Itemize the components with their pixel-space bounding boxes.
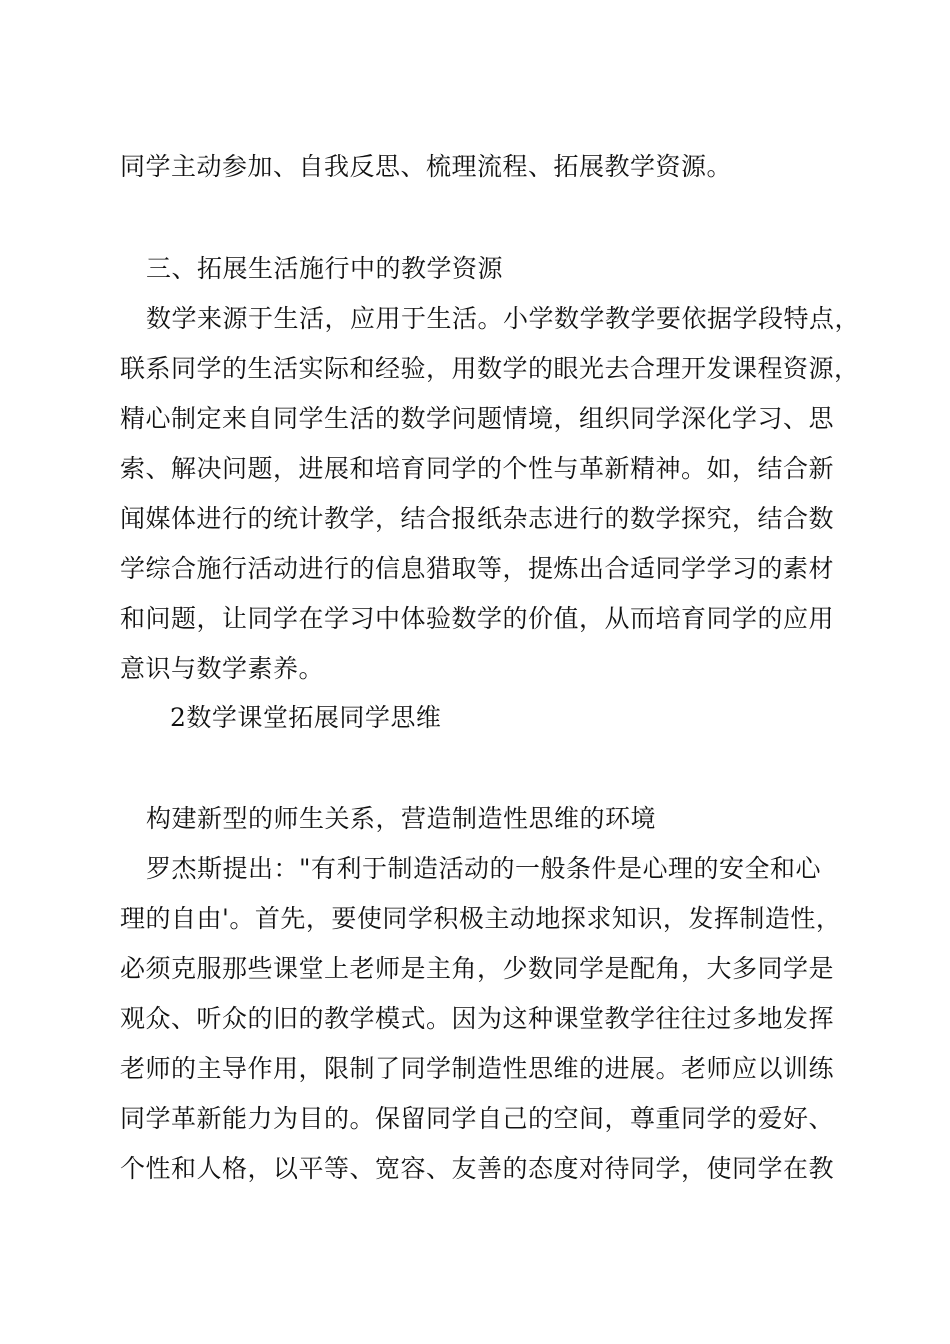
paragraph-line: 必须克服那些课堂上老师是主角，少数同学是配角，大多同学是 bbox=[120, 954, 835, 983]
paragraph-line: 罗杰斯提出："有利于制造活动的一般条件是心理的安全和心 bbox=[146, 854, 822, 883]
paragraph-line: 同学革新能力为目的。保留同学自己的空间，尊重同学的爱好、 bbox=[120, 1104, 835, 1133]
paragraph-line: 数学来源于生活，应用于生活。小学数学教学要依据学段特点， bbox=[146, 304, 861, 333]
paragraph-line: 闻媒体进行的统计教学，结合报纸杂志进行的数学探究，结合数 bbox=[120, 504, 835, 533]
section-heading: 三、拓展生活施行中的教学资源 bbox=[146, 254, 504, 283]
paragraph-line: 学综合施行活动进行的信息猎取等，提炼出合适同学学习的素材 bbox=[120, 554, 835, 583]
subsection-heading: 构建新型的师生关系，营造制造性思维的环境 bbox=[146, 804, 657, 833]
paragraph-line: 意识与数学素养。 bbox=[120, 654, 325, 683]
paragraph-line: 同学主动参加、自我反思、梳理流程、拓展教学资源。 bbox=[120, 152, 733, 181]
section-heading: 2数学课堂拓展同学思维 bbox=[170, 703, 442, 732]
paragraph-line: 个性和人格，以平等、宽容、友善的态度对待同学，使同学在教 bbox=[120, 1154, 835, 1183]
paragraph-line: 索、解决问题，进展和培育同学的个性与革新精神。如，结合新 bbox=[120, 454, 835, 483]
paragraph-line: 理的自由'。首先，要使同学积极主动地探求知识，发挥制造性， bbox=[120, 904, 842, 933]
paragraph-line: 和问题，让同学在学习中体验数学的价值，从而培育同学的应用 bbox=[120, 604, 835, 633]
paragraph-line: 老师的主导作用，限制了同学制造性思维的进展。老师应以训练 bbox=[120, 1054, 835, 1083]
paragraph-line: 联系同学的生活实际和经验，用数学的眼光去合理开发课程资源， bbox=[120, 354, 860, 383]
paragraph-line: 观众、听众的旧的教学模式。因为这种课堂教学往往过多地发挥 bbox=[120, 1004, 835, 1033]
paragraph-line: 精心制定来自同学生活的数学问题情境，组织同学深化学习、思 bbox=[120, 404, 835, 433]
